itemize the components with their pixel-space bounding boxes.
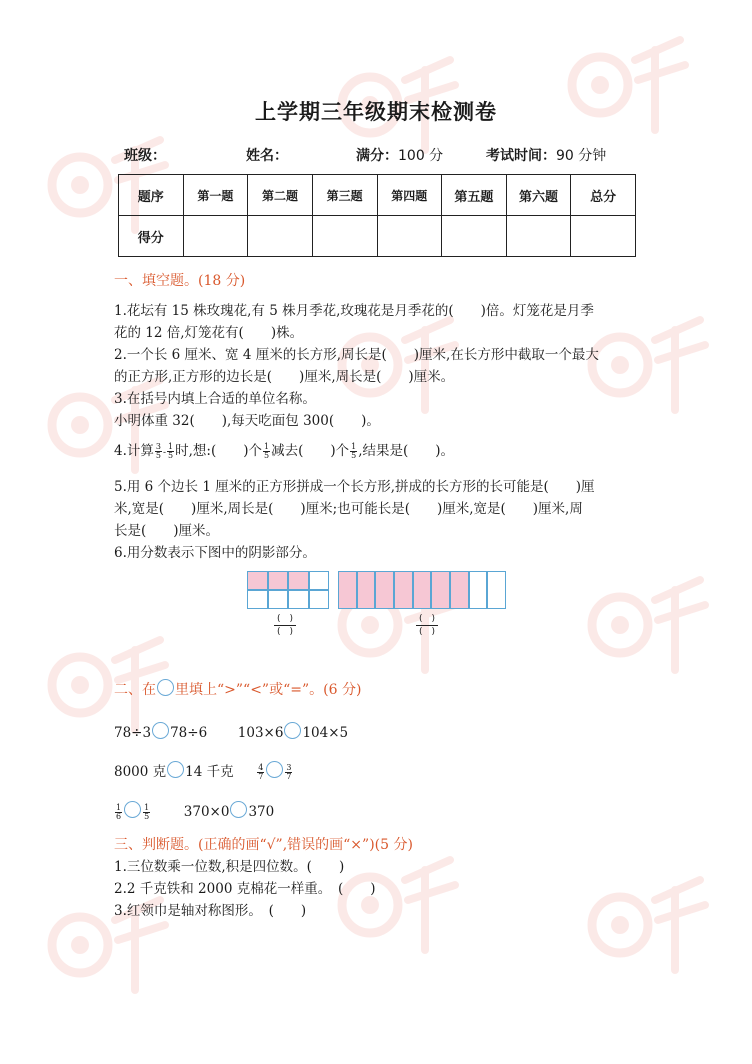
full-score bbox=[356, 145, 443, 165]
fraction: $\frac{1}{5}$ bbox=[351, 442, 357, 460]
class-label: 班级： bbox=[124, 148, 166, 164]
score-cell[interactable] bbox=[183, 216, 248, 257]
watermark-logo bbox=[580, 560, 710, 690]
score-cell[interactable] bbox=[506, 216, 571, 257]
question-1-line1: 1.花坛有 15 株玫瑰花,有 5 株月季花,玫瑰花是月季花的( )倍。灯笼花是月季 bbox=[114, 303, 594, 319]
score-table-header: 总分 bbox=[571, 175, 636, 216]
compare-circle-icon bbox=[157, 679, 174, 696]
score-cell[interactable] bbox=[571, 216, 636, 257]
score-table-header: 第四题 bbox=[377, 175, 442, 216]
question-3-line2: 小明体重 32( ),每天吃面包 300( )。 bbox=[114, 413, 380, 429]
question-4 bbox=[114, 441, 454, 463]
compare-row-3: $\frac{1}{6}$ $\frac{1}{5}$ 370×0 370 bbox=[116, 803, 275, 821]
watermark-logo bbox=[580, 300, 710, 430]
shaded-cell bbox=[450, 571, 469, 609]
exam-time-label: 考试时间： bbox=[486, 148, 556, 164]
section2-title: 二、在 里填上“>”“<”或“=”。(6 分) bbox=[114, 679, 361, 699]
compare-circle[interactable] bbox=[284, 722, 301, 739]
score-table-header: 第二题 bbox=[248, 175, 313, 216]
unshaded-cell bbox=[487, 571, 506, 609]
compare-circle[interactable] bbox=[124, 801, 141, 818]
answer-fraction-1[interactable]: ( ) ( ) bbox=[274, 613, 296, 638]
score-table-score-row bbox=[119, 216, 636, 257]
question-5-line2: 米,宽是( )厘米,周长是( )厘米;也可能长是( )厘米,宽是( )厘米,周 bbox=[114, 501, 583, 517]
question-5-line1: 5.用 6 个边长 1 厘米的正方形拼成一个长方形,拼成的长方形的长可能是( )厘 bbox=[114, 479, 595, 495]
section1-title: 一、填空题。(18 分) bbox=[114, 273, 246, 289]
score-table-header: 题序 bbox=[119, 175, 184, 216]
shaded-cell bbox=[413, 571, 432, 609]
watermark-logo bbox=[580, 860, 710, 990]
shaded-cell bbox=[375, 571, 394, 609]
compare-circle[interactable] bbox=[167, 761, 184, 778]
full-score-value: 100 分 bbox=[398, 148, 444, 164]
unshaded-cell bbox=[247, 590, 268, 609]
question-2-line1: 2.一个长 6 厘米、宽 4 厘米的长方形,周长是( )厘米,在长方形中截取一个最大 bbox=[114, 347, 599, 363]
watermark-logo bbox=[560, 20, 690, 150]
compare-circle[interactable] bbox=[152, 722, 169, 739]
fraction: $\frac{1}{6}$ bbox=[116, 803, 122, 821]
answer-fraction-2[interactable]: ( ) ( ) bbox=[416, 613, 438, 638]
score-table-header: 第六题 bbox=[506, 175, 571, 216]
score-table bbox=[118, 174, 636, 257]
compare-circle[interactable] bbox=[266, 761, 283, 778]
score-table-header: 第三题 bbox=[312, 175, 377, 216]
fraction: $\frac{4}{7}$ bbox=[258, 763, 264, 781]
score-cell[interactable] bbox=[377, 216, 442, 257]
question-5-line3: 长是( )厘米。 bbox=[114, 523, 220, 539]
shaded-cell bbox=[288, 571, 309, 590]
fraction: $\frac{3}{7}$ bbox=[286, 763, 292, 781]
fraction: $\frac{1}{5}$ bbox=[144, 803, 150, 821]
fraction: $\frac{1}{5}$ bbox=[264, 442, 270, 460]
question-1-line2: 花的 12 倍,灯笼花有( )株。 bbox=[114, 325, 304, 341]
question-4-text: 减去( )个 bbox=[271, 443, 350, 459]
shaded-cell bbox=[394, 571, 413, 609]
shaded-cell bbox=[431, 571, 450, 609]
page-title: 上学期三年级期末检测卷 bbox=[255, 100, 497, 124]
unshaded-cell bbox=[309, 590, 330, 609]
fraction: $\frac{3}{5}$ bbox=[155, 442, 161, 460]
watermark-logo bbox=[330, 840, 460, 970]
shaded-cell bbox=[357, 571, 376, 609]
compare-circle[interactable] bbox=[230, 801, 247, 818]
question-6: 6.用分数表示下图中的阴影部分。 bbox=[114, 545, 316, 561]
score-cell[interactable] bbox=[312, 216, 377, 257]
judge-question-1: 1.三位数乘一位数,积是四位数。( ) bbox=[114, 859, 345, 875]
watermark-logo bbox=[40, 880, 170, 1010]
shaded-cell bbox=[247, 571, 268, 590]
exam-time bbox=[486, 145, 606, 165]
unshaded-cell bbox=[268, 590, 289, 609]
name-label: 姓名： bbox=[246, 148, 288, 164]
score-cell[interactable] bbox=[442, 216, 507, 257]
score-cell[interactable] bbox=[248, 216, 313, 257]
unshaded-cell bbox=[469, 571, 488, 609]
fraction-figure-2 bbox=[338, 571, 506, 609]
score-row-label: 得分 bbox=[119, 216, 184, 257]
question-4-text: 4.计算 bbox=[114, 443, 154, 459]
fraction-figure-1 bbox=[247, 571, 329, 609]
unshaded-cell bbox=[309, 571, 330, 590]
judge-question-2: 2.2 千克铁和 2000 克棉花一样重。 ( ) bbox=[114, 881, 376, 897]
question-4-text: ,结果是( )。 bbox=[358, 443, 455, 459]
compare-row-2: 8000 克 14 千克 $\frac{4}{7}$ $\frac{3}{7}$ bbox=[114, 763, 292, 781]
question-4-text: 时,想:( )个 bbox=[175, 443, 262, 459]
score-table-header: 第五题 bbox=[442, 175, 507, 216]
minus-sign: - bbox=[162, 448, 167, 458]
fraction: $\frac{1}{5}$ bbox=[168, 442, 174, 460]
full-score-label: 满分： bbox=[356, 148, 398, 164]
question-3-line1: 3.在括号内填上合适的单位名称。 bbox=[114, 391, 316, 407]
score-table-header-row bbox=[119, 175, 636, 216]
exam-time-value: 90 分钟 bbox=[556, 148, 607, 164]
question-2-line2: 的正方形,正方形的边长是( )厘米,周长是( )厘米。 bbox=[114, 369, 455, 385]
section3-title: 三、判断题。(正确的画“√”,错误的画“×”)(5 分) bbox=[114, 837, 413, 853]
unshaded-cell bbox=[288, 590, 309, 609]
shaded-cell bbox=[268, 571, 289, 590]
score-table-header: 第一题 bbox=[183, 175, 248, 216]
compare-row-1: 78÷3 78÷6 103×6 104×5 bbox=[114, 722, 348, 743]
judge-question-3: 3.红领巾是轴对称图形。 ( ) bbox=[114, 903, 307, 919]
shaded-cell bbox=[338, 571, 357, 609]
